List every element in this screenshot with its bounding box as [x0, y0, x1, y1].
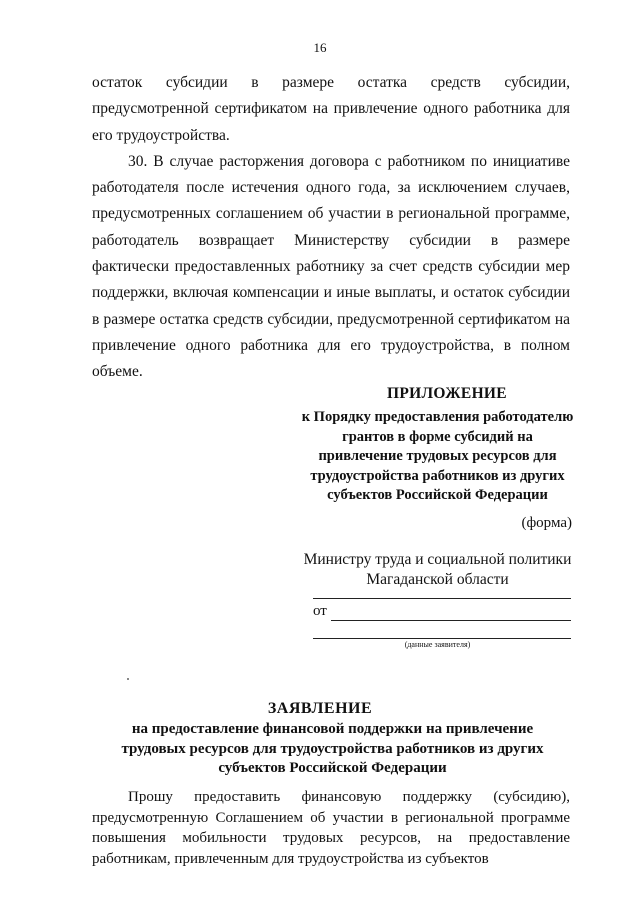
body-text	[92, 70, 570, 386]
applicant-line-1	[313, 598, 571, 599]
applicant-line-2	[331, 620, 571, 621]
paragraph-item-30: 30. В случае расторжения договора с работником по инициативе работодателя после истечения одного года, за исключением случаев, предусмотренных соглашением об участии в региональной программе, работодатель возвращает Министерству субсидии в размере фактически предоставленных работнику за счет средств субсидии мер поддержки, включая компенсации и иные выплаты, и остаток субсидии в размере остатка средств субсидии, предусмотренной сертификатом на привлечение одного работника для его трудоустройства, в полном объеме.	[92, 152, 570, 381]
from-label: от	[313, 603, 327, 619]
applicant-note: (данные заявителя)	[404, 640, 471, 649]
statement-body	[92, 787, 570, 869]
page-number: 16	[313, 40, 327, 55]
statement-subtitle: на предоставление финансовой поддержки на привлечение трудовых ресурсов для трудоустройства работников из других субъектов Российской Федерации	[121, 721, 544, 776]
statement-title: ЗАЯВЛЕНИЕ	[267, 700, 373, 717]
appendix-reference: к Порядку предоставления работодателю грантов в форме субсидий на привлечение трудовых ресурсов для трудоустройства работников из других субъектов Российской Федерации	[301, 409, 574, 503]
form-note: (форма)	[521, 515, 572, 531]
appendix-title: ПРИЛОЖЕНИЕ	[387, 385, 507, 402]
statement-paragraph: Прошу предоставить финансовую поддержку (субсидию), предусмотренную Соглашением об участии в региональной программе повышения мобильности трудовых ресурсов, на предоставление работникам, привлеченным для трудоустройства из субъектов	[92, 789, 570, 867]
applicant-line-3	[313, 638, 571, 639]
paragraph-continuation: остаток субсидии в размере остатка средств субсидии, предусмотренной сертификатом на привлечение одного работника для его трудоустройства.	[92, 74, 570, 144]
recipient-block: Министру труда и социальной политики Магаданской области	[303, 551, 572, 588]
scan-dot	[127, 678, 129, 680]
